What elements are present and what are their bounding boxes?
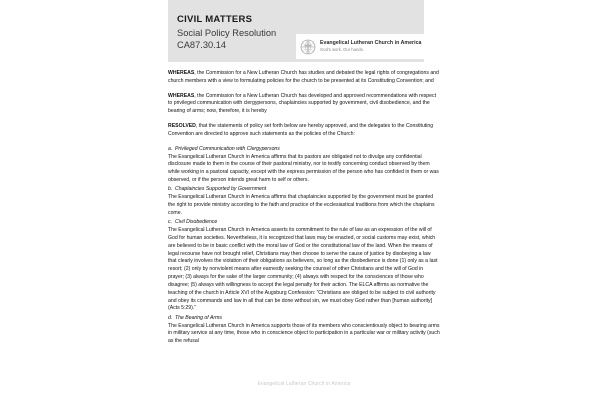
page-footer: Evangelical Lutheran Church in America xyxy=(257,381,351,387)
elca-logo-lockup xyxy=(296,34,430,59)
whereas-1-text: , the Commission for a New Lutheran Church has studies and debated the legal rights of congregations and church members with a view to formulating policies for the church to be presented at its Constituting Convention; and xyxy=(168,70,439,84)
policy-item-heading xyxy=(168,219,440,227)
policy-item xyxy=(168,219,440,313)
policy-item-text: The Evangelical Lutheran Church in America affirms that chaplaincies supported by the government must be granted the right to provide ministry according to the faith and practice of the ecclesiastical traditions from which the chaplains come. xyxy=(168,194,435,216)
policy-item xyxy=(168,315,440,346)
resolved-paragraph xyxy=(168,123,440,139)
policy-item-letter: b. xyxy=(168,186,173,193)
whereas-1-lead: WHEREAS xyxy=(168,70,195,76)
document-subtitle: Social Policy Resolution xyxy=(177,28,277,39)
policy-item-heading xyxy=(168,186,440,194)
whereas-paragraph-1 xyxy=(168,70,440,86)
policy-item-text: The Evangelical Lutheran Church in America affirms that its pastors are obligated not to divulge any confidential disclosure made to them in the course of their pastoral ministry, nor to testify concerning conduct observed by them while working in a pastoral capacity, except with the express permission of the person who has confided in them or was observed, or if the person intends great harm to self or others. xyxy=(168,153,439,184)
whereas-paragraph-2 xyxy=(168,93,440,116)
policy-item-title: Privileged Communication with Clergypersons xyxy=(175,145,280,152)
whereas-2-text: , the Commission for a New Lutheran Church has developed and approved recommendations with respect to privileged communication with clergypersons, chaplaincies supported by government, civil disobedience, and the bearing of arms; now, therefore, it is hereby xyxy=(168,92,437,115)
page-title: CIVIL MATTERS xyxy=(177,14,253,25)
whereas-2-lead: WHEREAS xyxy=(168,92,195,99)
policy-item-heading xyxy=(168,146,440,154)
policy-item-letter: c. xyxy=(168,219,172,226)
logo-text-block xyxy=(320,40,421,52)
document-body xyxy=(168,70,440,348)
resolved-text: , that the statements of policy set forth below are hereby approved, and the delegates to the Constituting Convention are directed to approve such statements as the policies of the Church: xyxy=(168,123,434,137)
policy-item-text: The Evangelical Lutheran Church in America asserts its commitment to the rule of law as an expression of the will of God for human societies. Nevertheless, it is recognized that laws may be enacted, or social customs may exist, which are believed to be in basic conflict with the moral law of God or the constitutional law of the land. When the means of legal recourse have not brought relief, Christians may then choose to serve the cause of justice by disobeying a law that clearly involves the violation of their obligations as believers, so long as the disobedience is done (1) only as a last resort; (2) only by nonviolent means after earnestly seeking the counsel of other Christians and the will of God in prayer; (3) always for the sake of the larger community; (4) always with respect for the consciences of those who disagree; (5) always with willingness to accept the legal penalty for their action. The ELCA affirms as normative the teaching of the church in Article XVI of the Augsburg Confession: “Christians are obliged to be subject to civil authority and obey its commands and law in all that can be done without sin, we must obey God rather than [human authority] (Acts 5:29).” xyxy=(168,227,438,312)
document-header xyxy=(177,14,276,52)
logo-tagline: God's work. Our hands. xyxy=(320,47,364,53)
policy-item-title: Chaplaincies Supported by Government xyxy=(175,186,267,193)
policy-item-text: The Evangelical Lutheran Church in America supports those of its members who conscientiously object to bearing arms in military service at any time, those who in conscience object to participation in a particular war or military activity (such as the refusal xyxy=(168,322,440,345)
resolved-lead: RESOLVED xyxy=(168,123,196,130)
policy-item-title: Civil Disobedience xyxy=(175,219,218,226)
policy-item-letter: a. xyxy=(168,145,173,152)
logo-name: Evangelical Lutheran Church in America xyxy=(320,40,422,47)
policy-item-heading xyxy=(168,315,440,323)
elca-cross-globe-icon xyxy=(300,39,316,55)
policy-item xyxy=(168,186,440,217)
policy-item xyxy=(168,146,440,185)
policy-item-title: The Bearing of Arms xyxy=(175,314,222,321)
policy-item-letter: d. xyxy=(168,314,173,321)
document-code: CA87.30.14 xyxy=(177,40,227,51)
